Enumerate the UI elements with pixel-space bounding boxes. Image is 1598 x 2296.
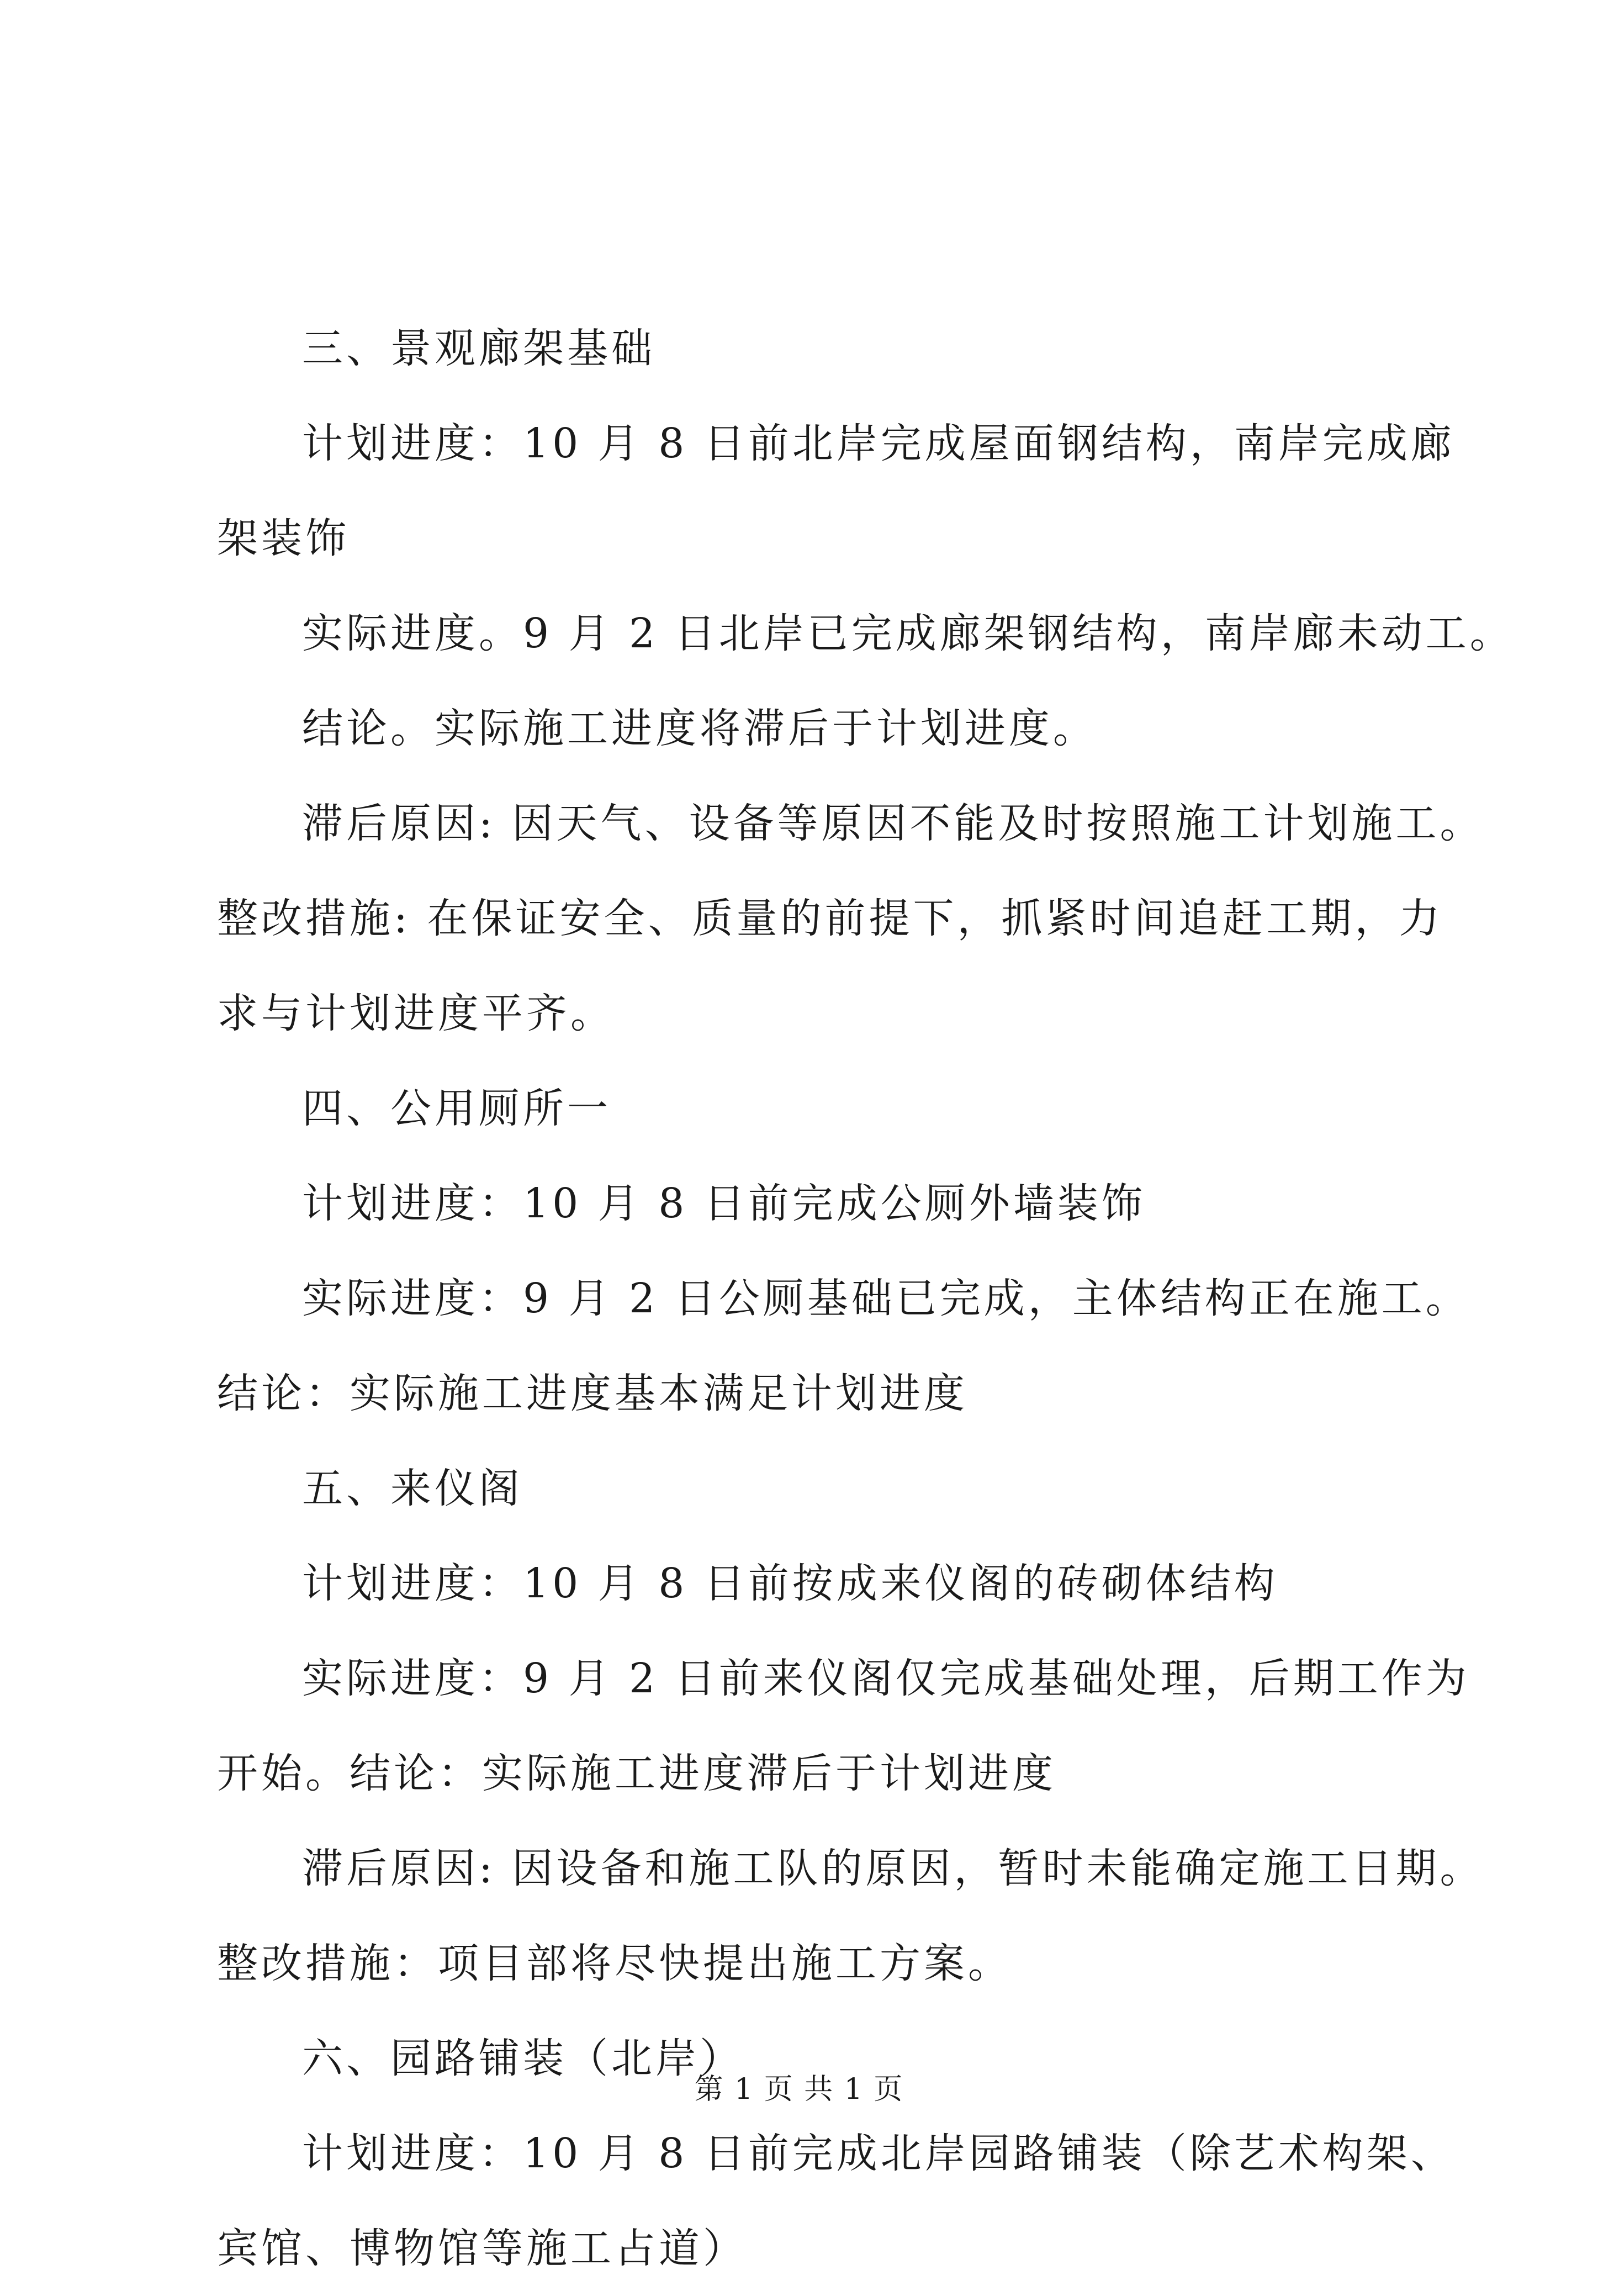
document-body xyxy=(217,301,1514,2296)
paragraph-line: 计划进度：10 月 8 日前完成公厕外墙装饰 xyxy=(302,1180,1146,1227)
paragraph-line: 架装饰 xyxy=(217,515,350,562)
paragraph-line: 实际进度：9 月 2 日前来仪阁仅完成基础处理，后期工作为 xyxy=(302,1655,1470,1702)
paragraph-line: 结论。实际施工进度将滞后于计划进度。 xyxy=(302,705,1097,752)
paragraph-line: 实际进度：9 月 2 日公厕基础已完成，主体结构正在施工。 xyxy=(302,1275,1470,1322)
section-heading-public-toilet: 四、公用厕所一 xyxy=(302,1085,611,1132)
paragraph-line: 计划进度：10 月 8 日前完成北岸园路铺装（除艺术构架、 xyxy=(302,2130,1455,2177)
paragraph-line: 计划进度：10 月 8 日前北岸完成屋面钢结构，南岸完成廊 xyxy=(302,420,1455,467)
page-number-footer: 第 1 页 共 1 页 xyxy=(694,2073,904,2106)
section-heading-laiyi-pavilion: 五、来仪阁 xyxy=(302,1465,523,1512)
paragraph-line: 宾馆、博物馆等施工占道） xyxy=(217,2225,747,2272)
section-heading-landscape-corridor: 三、景观廊架基础 xyxy=(302,325,655,372)
paragraph-line: 求与计划进度平齐。 xyxy=(217,990,615,1037)
paragraph-line: 实际进度。9 月 2 日北岸已完成廊架钢结构，南岸廊未动工。 xyxy=(302,610,1514,657)
paragraph-line: 滞后原因: 因天气、设备等原因不能及时按照施工计划施工。 xyxy=(302,800,1484,847)
paragraph-line: 滞后原因: 因设备和施工队的原因，暂时未能确定施工日期。 xyxy=(302,1845,1484,1892)
paragraph-line: 计划进度：10 月 8 日前按成来仪阁的砖砌体结构 xyxy=(302,1560,1278,1607)
paragraph-line: 结论：实际施工进度基本满足计划进度 xyxy=(217,1370,968,1417)
paragraph-line: 开始。结论：实际施工进度滞后于计划进度 xyxy=(217,1750,1056,1797)
paragraph-line: 整改措施: 在保证安全、质量的前提下，抓紧时间追赶工期，力 xyxy=(217,895,1443,942)
section-heading-garden-path-paving: 六、园路铺装（北岸） xyxy=(302,2035,744,2082)
paragraph-line: 整改措施：项目部将尽快提出施工方案。 xyxy=(217,1940,1012,1987)
